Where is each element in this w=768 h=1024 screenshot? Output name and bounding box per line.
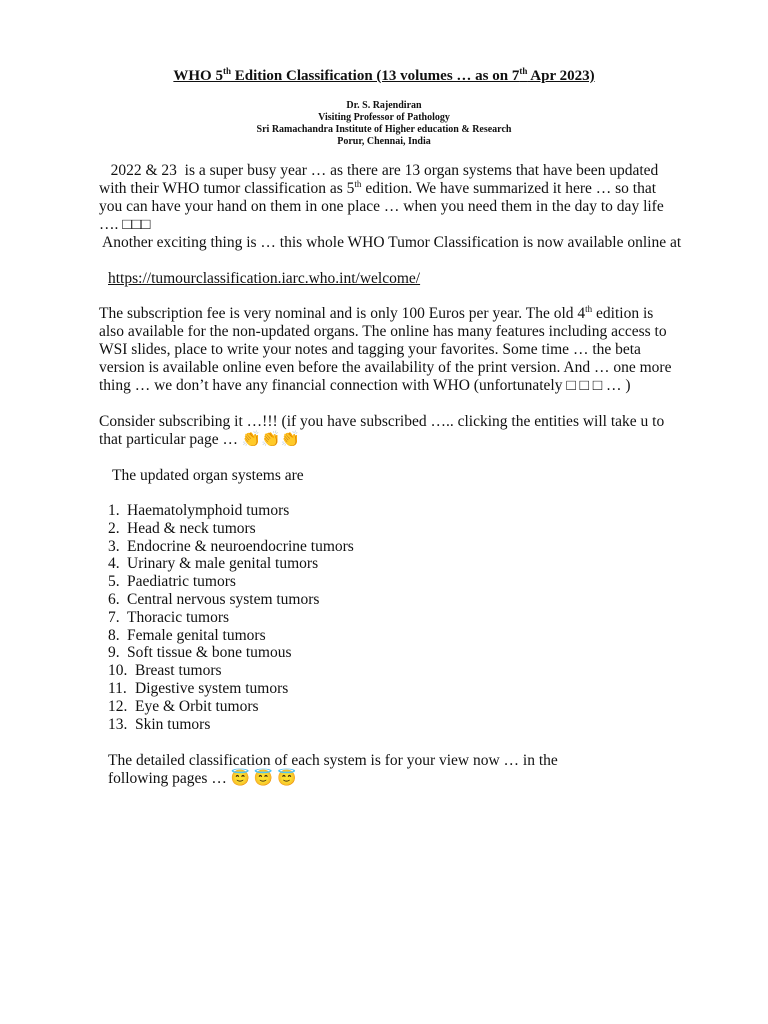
list-item: [108, 627, 354, 645]
consider-paragraph: Consider subscribing it …!!! (if you have subscribed ….. clicking the entities will take u to that particular page … 👏👏👏: [99, 413, 665, 448]
list-item-name: Female genital tumors: [127, 626, 266, 644]
list-item-name: Digestive system tumors: [135, 679, 289, 697]
list-item-name: Eye & Orbit tumors: [135, 697, 259, 715]
list-item: [108, 591, 354, 609]
list-item-number: 5.: [108, 573, 120, 591]
author-position: Visiting Professor of Pathology: [318, 112, 450, 123]
list-item-name: Soft tissue & bone tumous: [127, 644, 292, 662]
list-item: [108, 644, 354, 662]
classification-link[interactable]: https://tumourclassification.iarc.who.int/welcome/: [108, 270, 421, 287]
author-location: Porur, Chennai, India: [337, 136, 431, 147]
list-item-number: 2.: [108, 519, 120, 537]
list-item: [108, 609, 354, 627]
closing-paragraph: The detailed classification of each system is for your view now … in the following pages … 😇 😇 😇: [108, 752, 558, 787]
list-item-name: Endocrine & neuroendocrine tumors: [127, 537, 354, 555]
list-item: [108, 538, 354, 556]
list-item-number: 7.: [108, 608, 120, 626]
organ-systems-list: [108, 502, 354, 733]
list-item-number: 4.: [108, 555, 120, 573]
list-item-number: 11.: [108, 679, 127, 697]
list-item-number: 8.: [108, 626, 120, 644]
list-item-name: Paediatric tumors: [127, 573, 236, 591]
list-item-name: Thoracic tumors: [127, 608, 230, 626]
subscription-paragraph: The subscription fee is very nominal and is only 100 Euros per year. The old 4th edition is also available for the non-updated organs. The online has many features including access to WSI slides, place to write your notes and tagging your favorites. Some time … the beta version is available online even before the availability of the print version. And … one more thing … we don’t have any financial connection with WHO (unfortunately □ □ □ … ): [99, 303, 672, 394]
list-item-number: 12.: [108, 697, 128, 715]
list-item: [108, 520, 354, 538]
list-item-name: Central nervous system tumors: [127, 590, 320, 608]
document-title: WHO 5th Edition Classification (13 volumes … as on 7th Apr 2023): [173, 66, 595, 84]
list-item-number: 9.: [108, 644, 120, 662]
list-item-name: Breast tumors: [135, 662, 222, 680]
list-item: [108, 680, 354, 698]
list-item: [108, 555, 354, 573]
list-item: [108, 662, 354, 680]
systems-heading: The updated organ systems are: [112, 467, 304, 484]
list-item: [108, 573, 354, 591]
list-item-number: 3.: [108, 537, 120, 555]
list-item-name: Head & neck tumors: [127, 519, 256, 537]
list-item: [108, 502, 354, 520]
list-item-name: Urinary & male genital tumors: [127, 555, 319, 573]
list-item-number: 13.: [108, 715, 128, 733]
intro-paragraph: 2022 & 23 is a super busy year … as there are 13 organ systems that have been updated with their WHO tumor classification as 5th edition. We have summarized it here … so that you can have your hand on them in one place … when you need them in the day to day life …. □□□: [99, 162, 664, 233]
list-item-name: Haematolymphoid tumors: [127, 502, 290, 519]
list-item: [108, 716, 354, 734]
author-block: [0, 100, 768, 148]
author-name: Dr. S. Rajendiran: [346, 100, 422, 111]
list-item-number: 6.: [108, 590, 120, 608]
online-note: Another exciting thing is … this whole WHO Tumor Classification is now available online at: [102, 234, 682, 251]
list-item-number: 10.: [108, 662, 128, 680]
author-institution: Sri Ramachandra Institute of Higher education & Research: [256, 124, 512, 135]
list-item-name: Skin tumors: [135, 715, 211, 733]
list-item: [108, 698, 354, 716]
list-item-number: 1.: [108, 502, 120, 519]
